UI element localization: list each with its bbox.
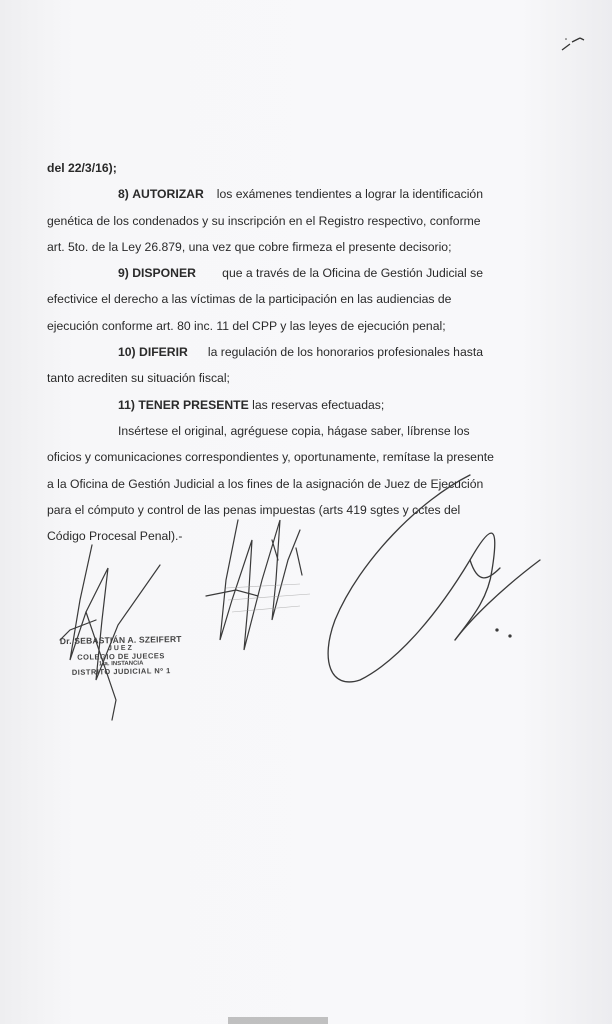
closing-paragraph: Insértese el original, agréguese copia, hágase saber, líbrense los (118, 423, 470, 438)
paragraph-line: para el cómputo y control de las penas impuestas (arts 419 sgtes y cctes del (47, 502, 461, 517)
corner-pen-mark (560, 34, 590, 59)
paragraph-line: efectivice el derecho a las víctimas de la participación en las audiencias de (47, 292, 452, 307)
item-9-keyword: DISPONER (132, 266, 196, 281)
item-8-keyword: AUTORIZAR (132, 187, 204, 202)
resolution-text (47, 155, 494, 549)
paragraph-line (47, 155, 483, 181)
item-9: 9) DISPONER que a través de la Oficina de Gestión Judicial se (118, 266, 483, 281)
signature-left (60, 545, 160, 720)
item-10: 10) DIFERIR la regulación de los honorarios profesionales hasta (118, 345, 483, 360)
paragraph-line: Código Procesal Penal).- (47, 529, 183, 544)
paragraph-line: a la Oficina de Gestión Judicial a los fines de la asignación de Juez de Ejecución (47, 476, 484, 491)
item-11-keyword: TENER PRESENTE (138, 397, 249, 412)
paragraph-line: tanto acrediten su situación fiscal; (47, 371, 230, 386)
item-8: 8) AUTORIZAR los exámenes tendientes a lograr la identificación (118, 187, 483, 202)
judge-stamp: Dr. SEBASTIÁN A. SZEIFERT JUEZ COLEGIO DE JUECES 1ra. INSTANCIA DISTRITO JUDICIAL Nº 1 (59, 633, 182, 677)
paragraph-line: genética de los condenados y su inscripción en el Registro respectivo, conforme (47, 213, 481, 228)
paragraph-line: ejecución conforme art. 80 inc. 11 del CPP y las leyes de ejecución penal; (47, 318, 446, 333)
paragraph-line: oficios y comunicaciones correspondientes y, oportunamente, remítase la presente (47, 450, 494, 465)
item-10-keyword: DIFERIR (139, 345, 188, 360)
page-bottom-edge-mark (228, 1017, 328, 1024)
date-reference: del 22/3/16); (47, 161, 117, 175)
item-11: 11) TENER PRESENTE las reservas efectuadas; (118, 397, 385, 412)
paragraph-line: art. 5to. de la Ley 26.879, una vez que cobre firmeza el presente decisorio; (47, 239, 452, 254)
faint-stamp-marks (226, 584, 310, 612)
